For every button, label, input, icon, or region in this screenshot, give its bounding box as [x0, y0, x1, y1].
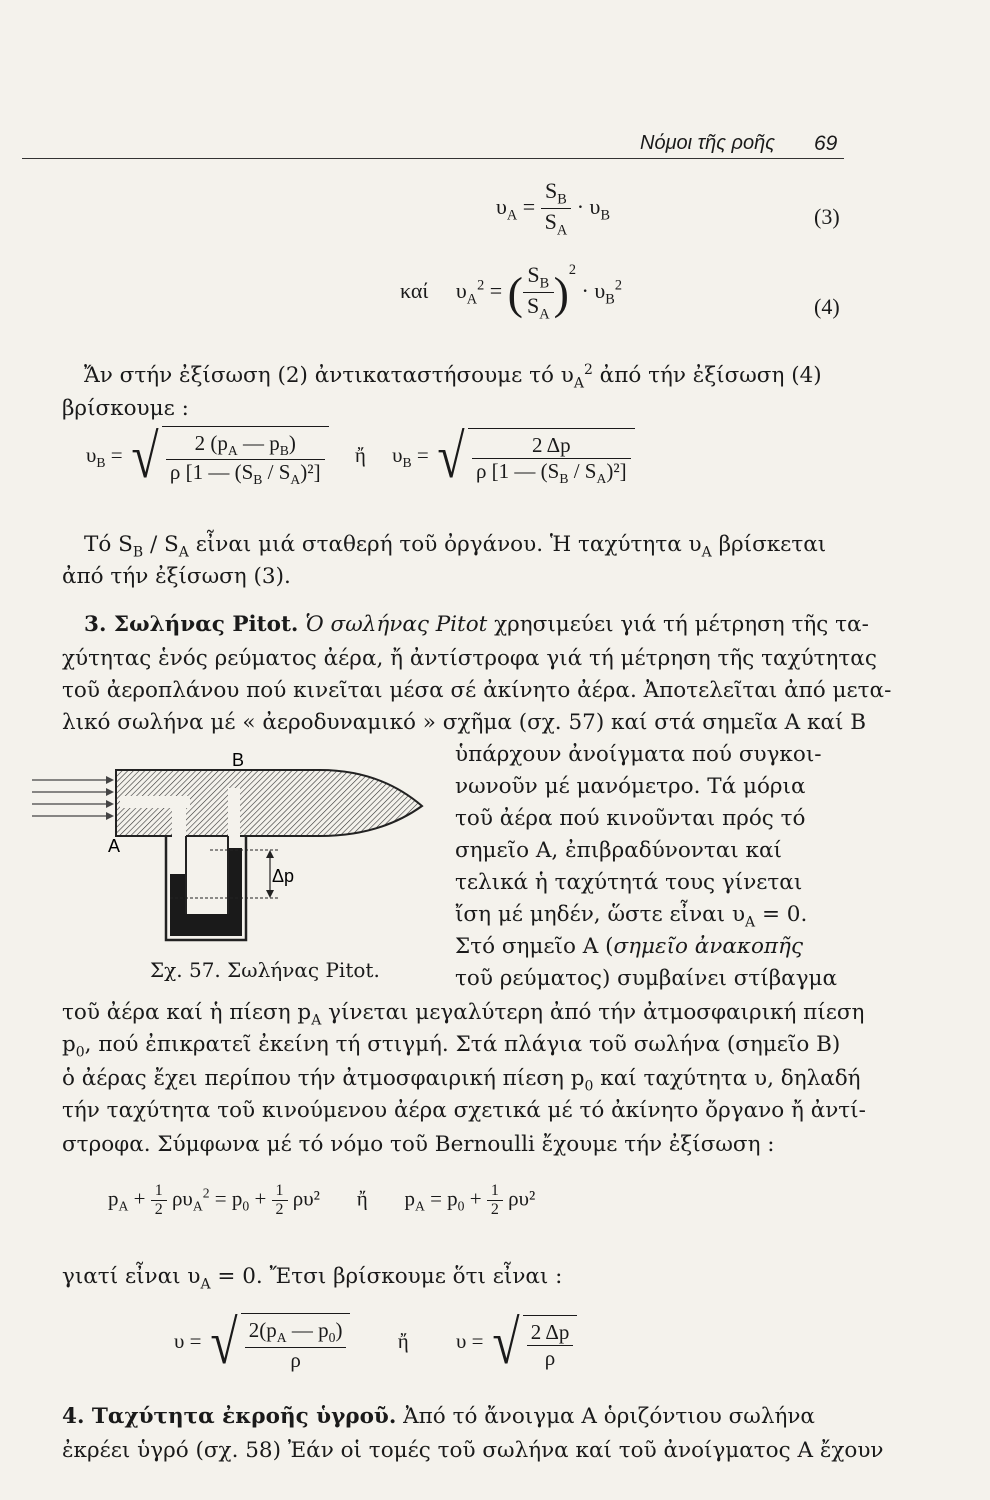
equation-3-number: (3) — [814, 204, 840, 229]
figure-label-b: B — [232, 750, 245, 770]
figure-caption: Σχ. 57. Σωλήνας Pitot. — [150, 958, 380, 982]
column-line-3: τοῦ ἀέρα πού κινοῦνται πρός τό — [455, 806, 806, 831]
section-3-heading: 3. Σωλήνας Pitot. — [84, 612, 299, 637]
section-3-line-3: τοῦ ἀεροπλάνου πού κινεῖται μέσα σέ ἀκίνητο ἀέρα. Ἀποτελεῖται ἀπό μετα- — [62, 678, 892, 703]
equation-4-number: (4) — [814, 294, 840, 319]
equation-5: $\upsilon_B$ = √ $\frac{2 (p_A — p_B)}{\rho [1 — (S_B / S_A)^2]}$ ἤ $\upsilon_B$ = √ $\frac{2 \Delta p}{\rho [1 — (S_B / S_A)^2]}$ — [86, 426, 635, 488]
column-line-5: τελικά ἡ ταχύτητά τους γίνεται — [455, 870, 803, 895]
pitot-tube-figure — [20, 748, 440, 958]
paragraph-1-line-1: Ἄν στήν ἐξίσωση (2) ἀντικαταστήσουμε τό $\upsilon_A^2$ ἀπό τήν ἐξίσωση (4) — [84, 362, 822, 392]
column-line-2: νωνοῦν μέ μανόμετρο. Τά μόρια — [455, 774, 806, 799]
equation-3: $\upsilon_A$ = $\frac{S_B}{S_A}$ · $\upsilon_B$ — [496, 178, 610, 239]
section-4-line-1: 4. Ταχύτητα ἐκροῆς ὑγροῦ. Ἀπό τό ἄνοιγμα Α ὁριζόντιου σωλήνα — [62, 1404, 815, 1429]
equation-4: καί $\upsilon_A^2$ = ( $\frac{S_B}{S_A}$ )$^2 \cdot \upsilon_B^2$ — [400, 262, 622, 323]
figure-label-dp: Δp — [272, 866, 295, 886]
column-line-1: ὑπάρχουν ἀνοίγματα πού συγκοι- — [455, 742, 822, 767]
column-line-6: ἴση μέ μηδέν, ὥστε εἶναι $\upsilon_A = 0$. — [455, 902, 808, 931]
section-3-line-4: λικό σωλήνα μέ « ἀεροδυναμικό » σχῆμα (σχ. 57) καί στά σημεῖα Α καί Β — [62, 710, 867, 735]
column-line-7: Στό σημεῖο Α (σημεῖο ἀνακοπῆς — [455, 934, 803, 959]
header-rule — [22, 158, 844, 159]
equation-7: υ = √ $\frac{2(p_A — p_0)}{\rho}$ ἤ υ = √ $\frac{2 \Delta p}{\rho}$ — [174, 1312, 577, 1374]
airflow-arrows — [32, 776, 114, 820]
section-3-line-6: $p_0$, πού ἐπικρατεῖ ἐκείνη τή στιγμή. Στά πλάγια τοῦ σωλήνα (σημεῖο Β) — [62, 1032, 841, 1061]
running-header-title: Νόμοι τῆς ροῆς — [640, 132, 775, 154]
figure-label-a: A — [108, 836, 121, 856]
column-line-8: τοῦ ρεύματος) συμβαίνει στίβαγμα — [455, 966, 838, 991]
section-3-line-2: χύτητας ἑνός ρεύματος ἀέρα, ἤ ἀντίστροφα γιά τή μέτρηση τῆς ταχύτητας — [62, 646, 877, 671]
column-line-4: σημεῖο Α, ἐπιβραδύνονται καί — [455, 838, 782, 863]
section-4-line-2: ἐκρέει ὑγρό (σχ. 58) Ἐάν οἱ τομές τοῦ σωλήνα καί τοῦ ἀνοίγματος Α ἔχουν — [62, 1438, 884, 1463]
section-3-line-7: ὁ ἀέρας ἔχει περίπου τήν ἀτμοσφαιρική πίεση $p_0$ καί ταχύτητα υ, δηλαδή — [62, 1066, 861, 1095]
section-3-line-1: 3. Σωλήνας Pitot. Ὁ σωλήνας Pitot χρησιμεύει γιά τή μέτρηση τῆς τα- — [84, 612, 869, 637]
section-3-line-9: στροφα. Σύμφωνα μέ τό νόμο τοῦ Bernoulli ἔχουμε τήν ἐξίσωση : — [62, 1132, 775, 1157]
section-3-line-5: τοῦ ἀέρα καί ἡ πίεση $p_A$ γίνεται μεγαλύτερη ἀπό τήν ἀτμοσφαιρική πίεση — [62, 1000, 865, 1029]
paragraph-2-line-1: Τό $S_B / S_A$ εἶναι μιά σταθερή τοῦ ὀργάνου. Ἡ ταχύτητα $\upsilon_A$ βρίσκεται — [84, 532, 827, 561]
equation-bernoulli: $p_A$ + $\frac{1}{2}$ $\rho\upsilon_A^2 = p_0$ + $\frac{1}{2}$ ρυ² ἤ $p_A = p_0$ + $\frac{1}{2}$ ρυ² — [108, 1182, 536, 1218]
section-3-line-8: τήν ταχύτητα τοῦ κινούμενου ἀέρα σχετικά μέ τό ἀκίνητο ὄργανο ἤ ἀντί- — [62, 1098, 866, 1123]
paragraph-3: γιατί εἶναι $\upsilon_A = 0$. Ἔτσι βρίσκουμε ὅτι εἶναι : — [62, 1264, 563, 1293]
page-number: 69 — [814, 132, 838, 155]
paragraph-2-line-2: ἀπό τήν ἐξίσωση (3). — [62, 564, 291, 589]
section-4-heading: 4. Ταχύτητα ἐκροῆς ὑγροῦ. — [62, 1404, 397, 1429]
paragraph-1-line-2: βρίσκουμε : — [62, 396, 189, 421]
